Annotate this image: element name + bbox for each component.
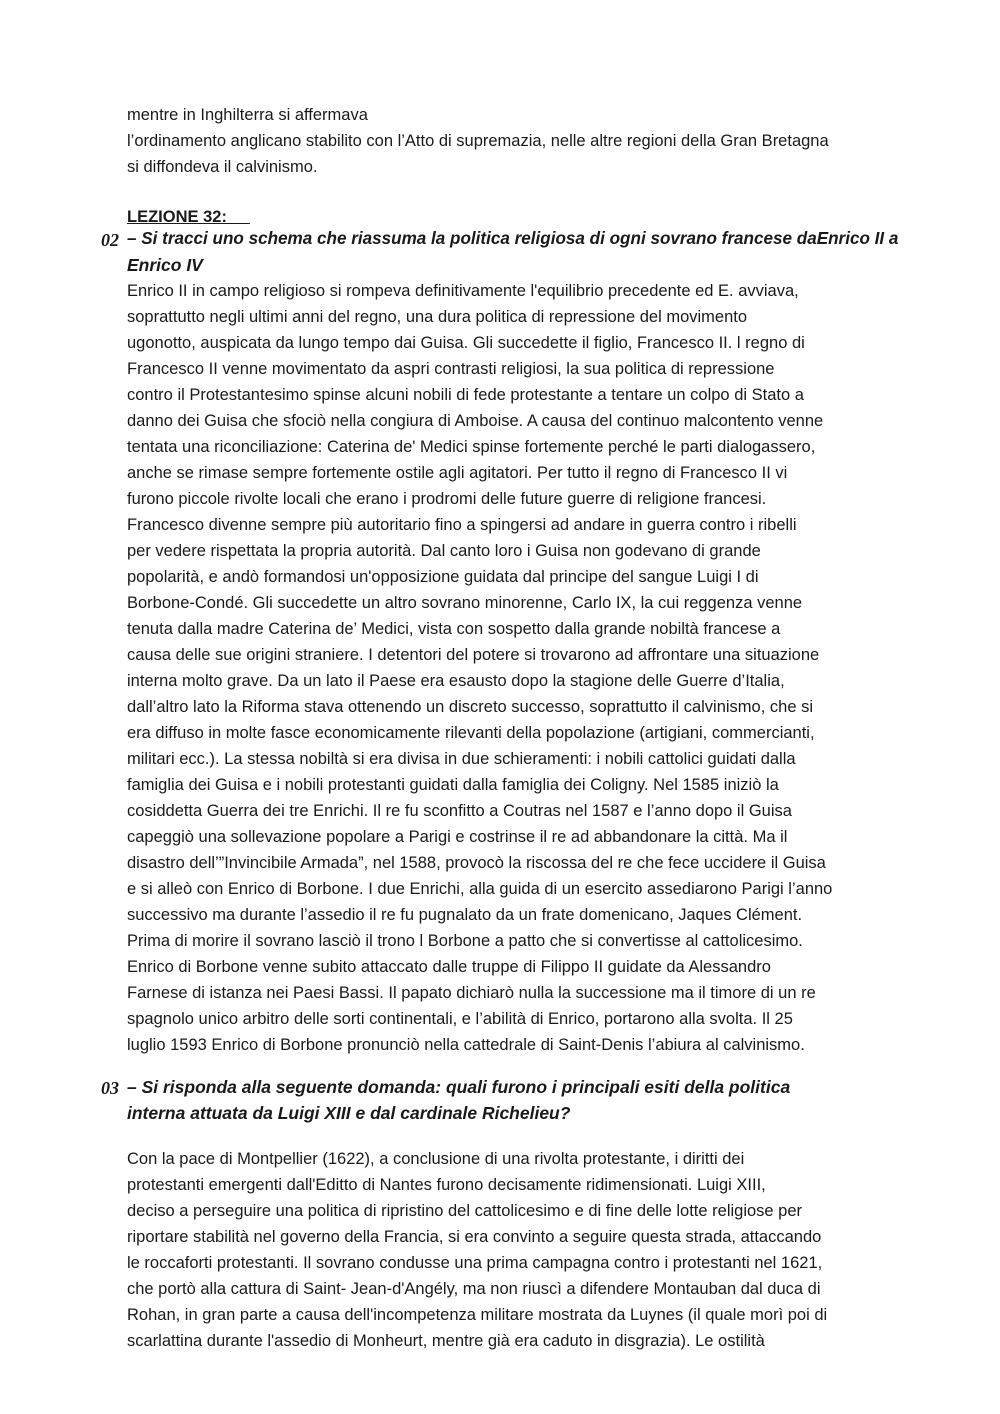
question-02-line: – Si tracci uno schema che riassuma la politica religiosa di ogni sovrano francese daEnrico II a: [127, 229, 899, 248]
question-02-line: Enrico IV: [127, 255, 203, 275]
answer-02-text: [127, 278, 897, 1058]
answer-02-line: furono piccole rivolte locali che erano i prodromi delle future guerre di religione francesi.: [127, 490, 767, 508]
answer-02-line: contro il Protestantesimo spinse alcuni nobili di fede protestante a tentare un colpo di Stato a: [127, 386, 804, 404]
answer-02-line: Borbone-Condé. Gli succedette un altro sovrano minorenne, Carlo IX, la cui reggenza venne: [127, 594, 803, 612]
answer-02-line: danno dei Guisa che sfociò nella congiura di Amboise. A causa del continuo malcontento venne: [127, 412, 824, 430]
answer-03-line: Rohan, in gran parte a causa dell'incompetenza militare mostrata da Luynes (il quale morì poi di: [127, 1306, 828, 1324]
answer-02-line: capeggiò una sollevazione popolare a Parigi e costrinse il re ad abbandonare la città. Ma il: [127, 828, 788, 846]
answer-03-line: scarlattina durante l'assedio di Monheurt, mentre già era caduto in disgrazia). Le ostilità: [127, 1332, 765, 1350]
answer-02-line: luglio 1593 Enrico di Borbone pronunciò nella cattedrale di Saint-Denis l’abiura al calvinismo.: [127, 1036, 805, 1054]
answer-02-line: e si alleò con Enrico di Borbone. I due Enrichi, alla guida di un esercito assediarono Parigi l’anno: [127, 880, 833, 898]
question-03-text: [127, 1074, 897, 1126]
answer-02-line: Prima di morire il sovrano lasciò il trono l Borbone a patto che si convertisse al cattolicesimo.: [127, 932, 803, 950]
answer-03-line: Con la pace di Montpellier (1622), a conclusione di una rivolta protestante, i diritti dei: [127, 1150, 745, 1168]
answer-03-block: [127, 1146, 897, 1354]
intro-line: l’ordinamento anglicano stabilito con l’Atto di supremazia, nelle altre regioni della Gran Bretagna: [127, 132, 829, 150]
question-03-line: interna attuata da Luigi XIII e dal cardinale Richelieu?: [127, 1103, 571, 1123]
question-02-block: [127, 226, 897, 1058]
answer-02-line: famiglia dei Guisa e i nobili protestanti guidati dalla famiglia dei Coligny. Nel 1585 iniziò la: [127, 776, 779, 794]
answer-02-line: Farnese di istanza nei Paesi Bassi. Il papato dichiarò nulla la successione ma il timore di un re: [127, 984, 816, 1002]
answer-03-line: deciso a perseguire una politica di ripristino del cattolicesimo e di fine delle lotte religiose per: [127, 1202, 803, 1220]
answer-02-line: anche se rimase sempre fortemente ostile agli agitatori. Per tutto il regno di Francesco II vi: [127, 464, 788, 482]
answer-02-line: tentata una riconciliazione: Caterina de' Medici spinse fortemente perché le parti dialogassero,: [127, 438, 816, 456]
answer-02-line: Enrico II in campo religioso si rompeva definitivamente l'equilibrio precedente ed E. avviava,: [127, 282, 799, 300]
question-02-text: [127, 226, 897, 278]
answer-02-line: cosiddetta Guerra dei tre Enrichi. Il re fu sconfitto a Coutras nel 1587 e l’anno dopo il Guisa: [127, 802, 792, 820]
question-03-line: – Si risponda alla seguente domanda: quali furono i principali esiti della politica: [127, 1077, 791, 1097]
question-number-02: 02: [101, 230, 119, 250]
answer-03-line: riportare stabilità nel governo della Francia, si era convinto a seguire questa strada, attaccando: [127, 1228, 822, 1246]
question-number-03: 03: [101, 1078, 119, 1098]
answer-02-line: causa delle sue origini straniere. I detentori del potere si trovarono ad affrontare una situazione: [127, 646, 820, 664]
answer-02-line: era diffuso in molte fasce economicamente rilevanti della popolazione (artigiani, commercianti,: [127, 724, 815, 742]
answer-02-line: dall’altro lato la Riforma stava ottenendo un discreto successo, soprattutto il calvinismo, che si: [127, 698, 813, 716]
answer-02-line: militari ecc.). La stessa nobiltà si era divisa in due schieramenti: i nobili cattolici guidati dalla: [127, 750, 796, 768]
answer-02-line: soprattutto negli ultimi anni del regno, una dura politica di repressione del movimento: [127, 308, 748, 326]
answer-03-text: [127, 1146, 897, 1354]
intro-paragraph: [127, 102, 897, 180]
answer-02-line: successivo ma durante l’assedio il re fu pugnalato da un frate domenicano, Jaques Clément.: [127, 906, 803, 924]
answer-02-line: interna molto grave. Da un lato il Paese era esausto dopo la stagione delle Guerre d’Italia,: [127, 672, 785, 690]
answer-02-line: Enrico di Borbone venne subito attaccato dalle truppe di Filippo II guidate da Alessandro: [127, 958, 771, 976]
intro-line: si diffondeva il calvinismo.: [127, 158, 318, 176]
answer-02-line: per vedere rispettata la propria autorità. Dal canto loro i Guisa non godevano di grande: [127, 542, 761, 560]
intro-text: [127, 102, 897, 180]
question-03-block: [127, 1074, 897, 1126]
answer-03-line: protestanti emergenti dall'Editto di Nantes furono decisamente ridimensionati. Luigi XIII,: [127, 1176, 766, 1194]
answer-02-line: disastro dell’”Invincibile Armada”, nel 1588, provocò la riscossa del re che fece uccidere il Guisa: [127, 854, 826, 872]
answer-03-line: le roccaforti protestanti. Il sovrano condusse una prima campagna contro i protestanti nel 1621,: [127, 1254, 823, 1272]
answer-02-line: Francesco divenne sempre più autoritario fino a spingersi ad andare in guerra contro i ribelli: [127, 516, 797, 534]
lesson-heading: LEZIONE 32:: [127, 208, 250, 226]
answer-02-line: popolarità, e andò formandosi un'opposizione guidata dal principe del sangue Luigi I di: [127, 568, 759, 586]
answer-02-line: Francesco II venne movimentato da aspri contrasti religiosi, la sua politica di repressione: [127, 360, 775, 378]
intro-line: mentre in Inghilterra si affermava: [127, 106, 368, 124]
answer-02-line: ugonotto, auspicata da lungo tempo dai Guisa. Gli succedette il figlio, Francesco II. l regno di: [127, 334, 805, 352]
answer-03-line: che portò alla cattura di Saint- Jean-d'Angély, ma non riuscì a difendere Montauban dal duca di: [127, 1280, 821, 1298]
answer-02-line: tenuta dalla madre Caterina de’ Medici, vista con sospetto dalla grande nobiltà francese a: [127, 620, 781, 638]
answer-02-line: spagnolo unico arbitro delle sorti continentali, e l’abilità di Enrico, portarono alla svolta. Il 25: [127, 1010, 793, 1028]
